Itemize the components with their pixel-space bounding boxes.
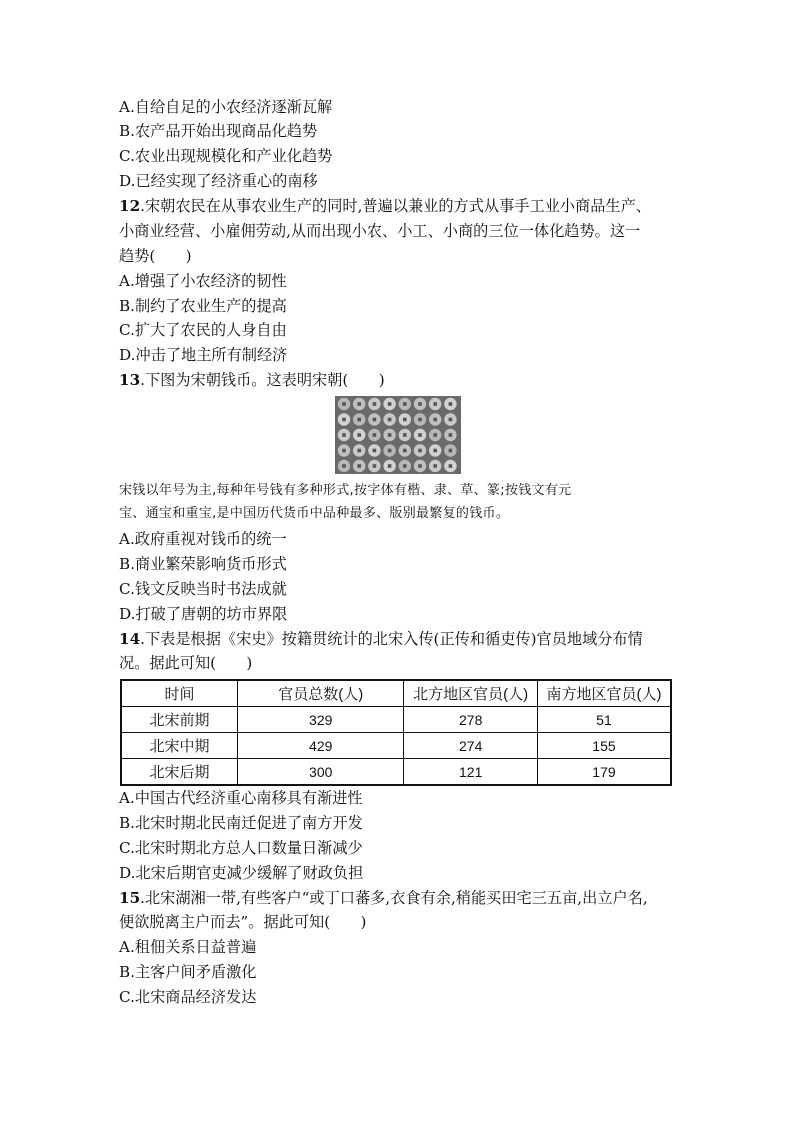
period-cell: 北宋后期 [121,759,238,786]
q15-option-c: C.北宋商品经济发达 [119,988,257,1006]
q15-stem-line-2: 便欲脱离主户而去”。据此可知( ) [119,913,367,931]
q14-option-a: A.中国古代经济重心南移具有渐进性 [119,789,363,807]
coin-hole [342,449,346,453]
coin-hole [388,464,392,468]
coin-hole [357,402,361,406]
q13-option-b: B.商业繁荣影响货币形式 [119,555,287,573]
coin-hole [388,418,392,422]
q15-stem-line-1: 15.北宋湖湘一带,有些客户“或丁口蕃多,衣食有余,稍能买田宅三五亩,出立户名, [119,889,648,907]
coin-hole [403,464,407,468]
coin-hole [433,433,437,437]
q13-caption-line-2: 宝、通宝和重宝,是中国历代货币中品种最多、版别最繁复的钱币。 [119,506,510,521]
coin-hole [433,418,437,422]
coin-hole [433,449,437,453]
coin-hole [342,418,346,422]
coin-hole [433,464,437,468]
coin-hole [342,433,346,437]
total-cell: 429 [238,733,404,759]
period-cell: 北宋前期 [121,707,238,733]
coin-hole [433,402,437,406]
q14-option-c: C.北宋时期北方总人口数量日渐减少 [119,839,363,857]
coin-hole [403,418,407,422]
q12-stem-line-1: 12.宋朝农民在从事农业生产的同时,普遍以兼业的方式从事手工业小商品生产、 [119,197,651,215]
q11-option-b: B.农产品开始出现商品化趋势 [119,122,318,140]
coin-hole [449,449,453,453]
q11-option-d: D.已经实现了经济重心的南移 [119,172,318,190]
header-north: 北方地区官员(人) [404,680,538,707]
q13-option-a: A.政府重视对钱币的统一 [119,530,287,548]
q13-option-c: C.钱文反映当时书法成就 [119,580,287,598]
q11-option-c: C.农业出现规模化和产业化趋势 [119,147,333,165]
q11-option-a: A.自给自足的小农经济逐渐瓦解 [119,98,333,116]
q15-option-b: B.主客户间矛盾激化 [119,963,257,981]
coin-hole [403,402,407,406]
coin-hole [403,433,407,437]
q14-stem-line-1: 14.下表是根据《宋史》按籍贯统计的北宋入传(正传和循吏传)官员地域分布情 [119,630,643,648]
total-cell: 329 [238,707,404,733]
north-cell: 278 [404,707,538,733]
south-cell: 155 [537,733,671,759]
south-cell: 51 [537,707,671,733]
coin-hole [388,402,392,406]
total-cell: 300 [238,759,404,786]
coin-hole [388,433,392,437]
coin-hole [357,449,361,453]
coin-hole [449,418,453,422]
q12-option-c: C.扩大了农民的人身自由 [119,321,287,339]
coin-hole [357,464,361,468]
q15-option-a: A.租佃关系日益普遍 [119,938,257,956]
q13-number: 13 [119,371,141,389]
coin-hole [388,449,392,453]
coin-hole [418,402,422,406]
officials-distribution-table [120,679,672,786]
header-time: 时间 [121,680,238,707]
q15-number: 15 [119,889,141,907]
q12-option-a: A.增强了小农经济的韧性 [119,272,287,290]
q12-option-d: D.冲击了地主所有制经济 [119,346,288,364]
q12-stem-line-2: 小商业经营、小雇佣劳动,从而出现小农、小工、小商的三位一体化趋势。这一 [119,222,641,240]
coin-hole [418,449,422,453]
q14-number: 14 [119,630,141,648]
coin-hole [418,433,422,437]
coin-hole [418,418,422,422]
coin-hole [418,464,422,468]
header-south: 南方地区官员(人) [537,680,671,707]
period-cell: 北宋中期 [121,733,238,759]
north-cell: 121 [404,759,538,786]
coin-hole [342,464,346,468]
q12-number: 12 [119,197,141,215]
q13-stem: 13.下图为宋朝钱币。这表明宋朝( ) [119,371,385,389]
coin-hole [449,402,453,406]
coin-hole [449,464,453,468]
song-coins-image [335,396,461,474]
coin-hole [373,433,377,437]
coin-hole [342,402,346,406]
coin-hole [373,418,377,422]
coin-hole [403,449,407,453]
q12-option-b: B.制约了农业生产的提高 [119,297,287,315]
q13-caption-line-1: 宋钱以年号为主,每种年号钱有多种形式,按字体有楷、隶、草、篆;按钱文有元 [119,483,572,498]
coin-hole [357,433,361,437]
table-header-row [121,680,671,707]
q14-option-d: D.北宋后期官吏减少缓解了财政负担 [119,864,364,882]
coin-hole [373,464,377,468]
table-row [121,707,671,733]
coin-hole [357,418,361,422]
q13-option-d: D.打破了唐朝的坊市界限 [119,605,288,623]
table-row [121,733,671,759]
coin-hole [449,433,453,437]
north-cell: 274 [404,733,538,759]
header-total: 官员总数(人) [238,680,404,707]
south-cell: 179 [537,759,671,786]
q12-stem-line-3: 趋势( ) [119,247,192,265]
q14-option-b: B.北宋时期北民南迁促进了南方开发 [119,814,363,832]
coins-illustration [335,396,461,474]
coin-hole [373,402,377,406]
q14-stem-line-2: 况。据此可知( ) [119,654,253,672]
table-row [121,759,671,786]
coin-hole [373,449,377,453]
